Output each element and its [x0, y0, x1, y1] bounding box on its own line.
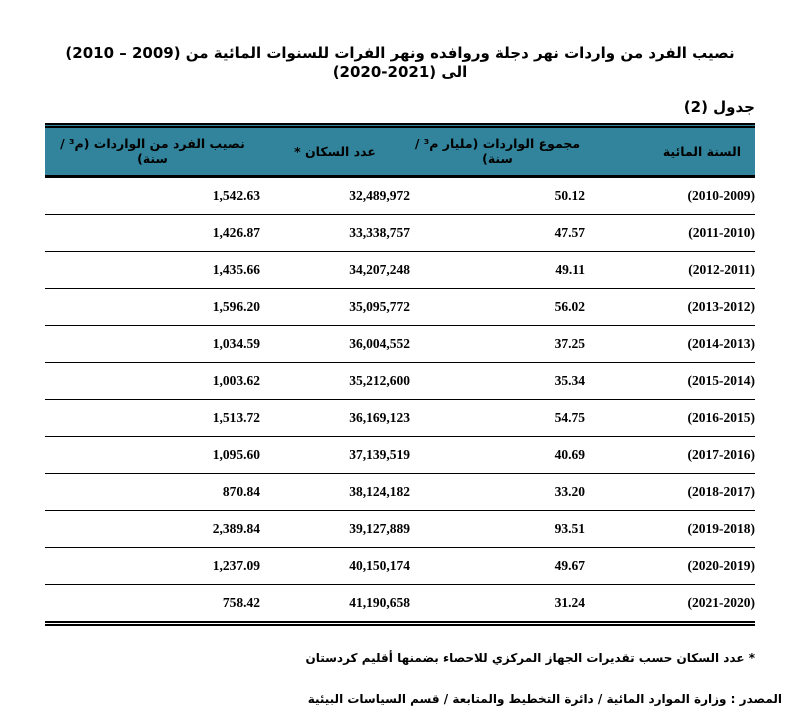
table-row — [45, 214, 755, 251]
column-header-per-capita: نصيب الفرد من الواردات (م³ / سنة) — [45, 125, 260, 176]
water-year-cell: (2017-2016) — [585, 436, 755, 473]
table-row — [45, 547, 755, 584]
population-cell: 36,004,552 — [260, 325, 410, 362]
total-imports-cell: 56.02 — [410, 288, 585, 325]
water-year-cell: (2010-2009) — [687, 187, 755, 203]
total-imports-cell: 35.34 — [410, 362, 585, 399]
per-capita-cell: 1,513.72 — [45, 399, 260, 436]
total-imports-cell: 93.51 — [410, 510, 585, 547]
per-capita-cell: 1,542.63 — [212, 187, 260, 203]
page-title: نصيب الفرد من واردات نهر دجلة وروافده ونهر الفرات للسنوات المائية من (2009 – 2010) الى (2021-2020) — [65, 44, 735, 81]
table-row — [45, 510, 755, 547]
water-year-cell: (2013-2012) — [585, 288, 755, 325]
water-year-cell: (2021-2020) — [585, 584, 755, 623]
column-header-water-year: السنة المائية — [585, 125, 755, 176]
total-imports-cell: 40.69 — [410, 436, 585, 473]
per-capita-cell: 1,426.87 — [45, 214, 260, 251]
population-cell: 33,338,757 — [260, 214, 410, 251]
water-year-cell: (2019-2018) — [585, 510, 755, 547]
population-cell: 36,169,123 — [260, 399, 410, 436]
water-imports-table — [45, 123, 755, 626]
per-capita-cell: 1,003.62 — [45, 362, 260, 399]
table-row — [45, 176, 755, 214]
table-row — [45, 325, 755, 362]
population-cell: 35,095,772 — [260, 288, 410, 325]
per-capita-cell: 1,237.09 — [45, 547, 260, 584]
table-row — [45, 399, 755, 436]
total-imports-cell: 49.11 — [410, 251, 585, 288]
water-year-cell: (2015-2014) — [585, 362, 755, 399]
population-cell: 41,190,658 — [260, 584, 410, 623]
water-year-cell: (2016-2015) — [585, 399, 755, 436]
table-body — [45, 176, 755, 623]
water-year-cell: (2020-2019) — [585, 547, 755, 584]
table-row — [45, 584, 755, 623]
water-year-cell: (2014-2013) — [585, 325, 755, 362]
table-row — [45, 251, 755, 288]
population-cell: 35,212,600 — [260, 362, 410, 399]
per-capita-cell: 1,596.20 — [45, 288, 260, 325]
total-imports-cell: 37.25 — [410, 325, 585, 362]
table-row — [45, 473, 755, 510]
per-capita-cell: 1,034.59 — [45, 325, 260, 362]
per-capita-cell: 870.84 — [45, 473, 260, 510]
source-line: المصدر : وزارة الموارد المائية / دائرة التخطيط والمتابعة / قسم السياسات البيئية — [307, 691, 782, 706]
water-year-cell: (2011-2010) — [585, 214, 755, 251]
table-row — [45, 362, 755, 399]
column-header-population: عدد السكان * — [260, 125, 410, 176]
total-imports-cell: 47.57 — [410, 214, 585, 251]
population-cell: 34,207,248 — [260, 251, 410, 288]
table-row — [45, 436, 755, 473]
per-capita-cell: 758.42 — [45, 584, 260, 623]
population-cell: 39,127,889 — [260, 510, 410, 547]
population-cell: 37,139,519 — [260, 436, 410, 473]
total-imports-cell: 33.20 — [410, 473, 585, 510]
total-imports-cell: 49.67 — [410, 547, 585, 584]
total-imports-cell: 31.24 — [410, 584, 585, 623]
total-imports-cell: 54.75 — [410, 399, 585, 436]
per-capita-cell: 1,435.66 — [45, 251, 260, 288]
table-header — [45, 125, 755, 176]
header-row — [45, 125, 755, 176]
water-year-cell: (2018-2017) — [585, 473, 755, 510]
table-row — [45, 288, 755, 325]
per-capita-cell: 2,389.84 — [45, 510, 260, 547]
population-cell: 38,124,182 — [260, 473, 410, 510]
water-year-cell: (2012-2011) — [585, 251, 755, 288]
population-cell: 40,150,174 — [260, 547, 410, 584]
total-imports-cell: 50.12 — [554, 187, 585, 203]
column-header-total-imports: مجموع الواردات (مليار م³ / سنة) — [410, 125, 585, 176]
table-number-label: جدول (2) — [683, 97, 755, 116]
per-capita-cell: 1,095.60 — [45, 436, 260, 473]
population-cell: 32,489,972 — [349, 187, 410, 203]
population-footnote: * عدد السكان حسب تقديرات الجهاز المركزي للاحصاء بضمنها أقليم كردستان — [305, 650, 755, 665]
